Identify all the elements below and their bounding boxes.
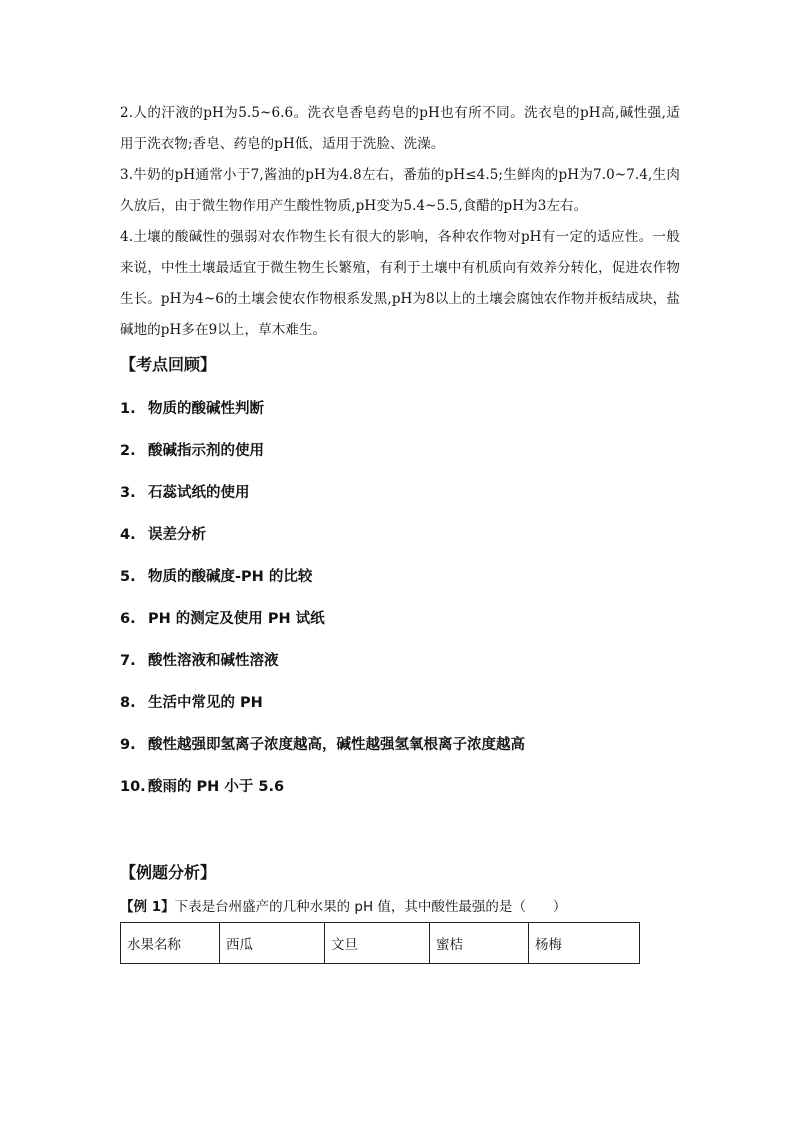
table-cell: 西瓜 (220, 923, 325, 964)
table-cell: 文旦 (325, 923, 430, 964)
item-text: 物质的酸碱性判断 (148, 401, 264, 417)
example-1-tag: 【例 1】 (120, 899, 175, 915)
table-cell: 蜜桔 (430, 923, 529, 964)
fruit-ph-table (120, 922, 640, 964)
list-item (120, 598, 680, 640)
item-text: PH 的测定及使用 PH 试纸 (148, 611, 325, 627)
paragraph-food-ph: 3.牛奶的pH通常小于7,酱油的pH为4.8左右，番茄的pH≤4.5;生鲜肉的pH为7.0~7.4,生肉久放后，由于微生物作用产生酸性物质,pH变为5.4~5.5,食醋的pH为3左右。 (120, 167, 680, 214)
page-content (120, 98, 680, 964)
item-number: 7. (120, 653, 136, 669)
item-number: 10. (120, 779, 146, 795)
review-heading: 【考点回顾】 (120, 355, 217, 374)
paragraph-soil-ph: 4.土壤的酸碱性的强弱对农作物生长有很大的影响，各种农作物对pH有一定的适应性。一般来说，中性土壤最适宜于微生物生长繁殖，有利于土壤中有机质向有效养分转化，促进农作物生长。pH为4~6的土壤会使农作物根系发黑,pH为8以上的土壤会腐蚀农作物并板结成块，盐碱地的pH多在9以上，草木难生。 (120, 229, 680, 338)
list-item (120, 556, 680, 598)
item-text: 物质的酸碱度-PH 的比较 (148, 569, 313, 585)
item-text: 酸雨的 PH 小于 5.6 (148, 779, 285, 795)
item-number: 5. (120, 569, 136, 585)
item-number: 1. (120, 401, 136, 417)
list-item (120, 724, 680, 766)
item-number: 9. (120, 737, 136, 753)
review-points-list (120, 388, 680, 808)
table-cell: 水果名称 (121, 923, 220, 964)
examples-heading: 【例题分析】 (120, 863, 217, 882)
item-number: 3. (120, 485, 136, 501)
item-text: 误差分析 (148, 527, 206, 543)
item-text: 酸碱指示剂的使用 (148, 443, 264, 459)
list-item (120, 472, 680, 514)
list-item (120, 682, 680, 724)
table-cell: 杨梅 (529, 923, 640, 964)
paragraph-sweat-soap: 2.人的汗液的pH为5.5~6.6。洗衣皂香皂药皂的pH也有所不同。洗衣皂的pH高,碱性强,适用于洗衣物;香皂、药皂的pH低，适用于洗脸、洗澡。 (120, 105, 680, 152)
list-item (120, 640, 680, 682)
table-row (121, 923, 640, 964)
list-item (120, 388, 680, 430)
item-number: 4. (120, 527, 136, 543)
item-text: 石蕊试纸的使用 (148, 485, 250, 501)
list-item (120, 514, 680, 556)
item-text: 酸性溶液和碱性溶液 (148, 653, 279, 669)
item-number: 8. (120, 695, 136, 711)
item-text: 生活中常见的 PH (148, 695, 263, 711)
example-1-text: 下表是台州盛产的几种水果的 pH 值，其中酸性最强的是（ ） (174, 899, 567, 915)
item-text: 酸性越强即氢离子浓度越高，碱性越强氢氧根离子浓度越高 (148, 737, 525, 753)
example-1-question (120, 896, 680, 918)
item-number: 6. (120, 611, 136, 627)
list-item (120, 430, 680, 472)
list-item (120, 766, 680, 808)
section-spacer (120, 808, 680, 854)
item-number: 2. (120, 443, 136, 459)
